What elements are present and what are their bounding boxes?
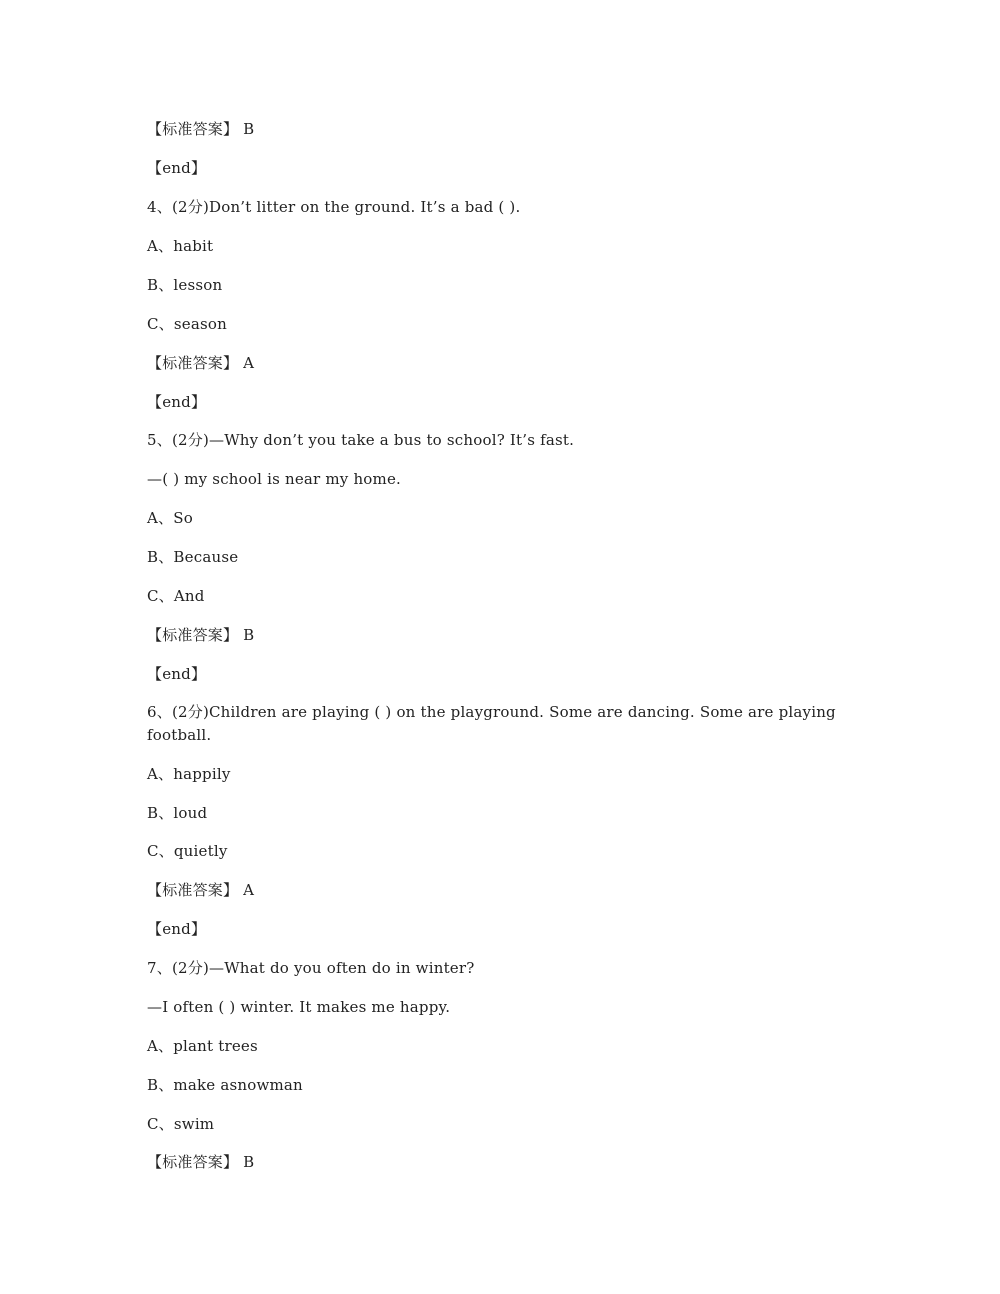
end-marker-q6: 【end】 — [147, 920, 207, 938]
option-4b: B、lesson — [147, 276, 223, 294]
end-marker-q5: 【end】 — [147, 665, 207, 683]
end-marker-q3: 【end】 — [147, 159, 207, 177]
option-4c: C、season — [147, 315, 227, 333]
option-5a: A、So — [147, 509, 193, 527]
option-6a: A、happily — [147, 765, 231, 783]
option-7c: C、swim — [147, 1115, 215, 1133]
option-5b: B、Because — [147, 548, 239, 566]
end-marker-q4: 【end】 — [147, 393, 207, 411]
answer-line-q7: 【标准答案】 B — [147, 1153, 255, 1171]
option-6c: C、quietly — [147, 842, 228, 860]
option-7a: A、plant trees — [147, 1037, 258, 1055]
option-4a: A、habit — [147, 237, 214, 255]
option-6b: B、loud — [147, 804, 208, 822]
question-5: 5、(2分)—Why don’t you take a bus to school? It’s fast. — [147, 431, 575, 449]
question-7-line-2: —I often ( ) winter. It makes me happy. — [147, 998, 451, 1016]
option-7b: B、make asnowman — [147, 1076, 303, 1094]
question-4: 4、(2分)Don’t litter on the ground. It’s a bad ( ). — [147, 198, 521, 216]
answer-line-q5: 【标准答案】 B — [147, 626, 255, 644]
question-7: 7、(2分)—What do you often do in winter? — [147, 959, 475, 977]
question-6: 6、(2分)Children are playing ( ) on the playground. Some are dancing. Some are playing football. — [147, 703, 836, 744]
option-5c: C、And — [147, 587, 205, 605]
question-5-line-2: —( ) my school is near my home. — [147, 470, 402, 488]
answer-line-q3: 【标准答案】 B — [147, 120, 255, 138]
answer-line-q6: 【标准答案】 A — [147, 881, 255, 899]
answer-line-q4: 【标准答案】 A — [147, 354, 255, 372]
